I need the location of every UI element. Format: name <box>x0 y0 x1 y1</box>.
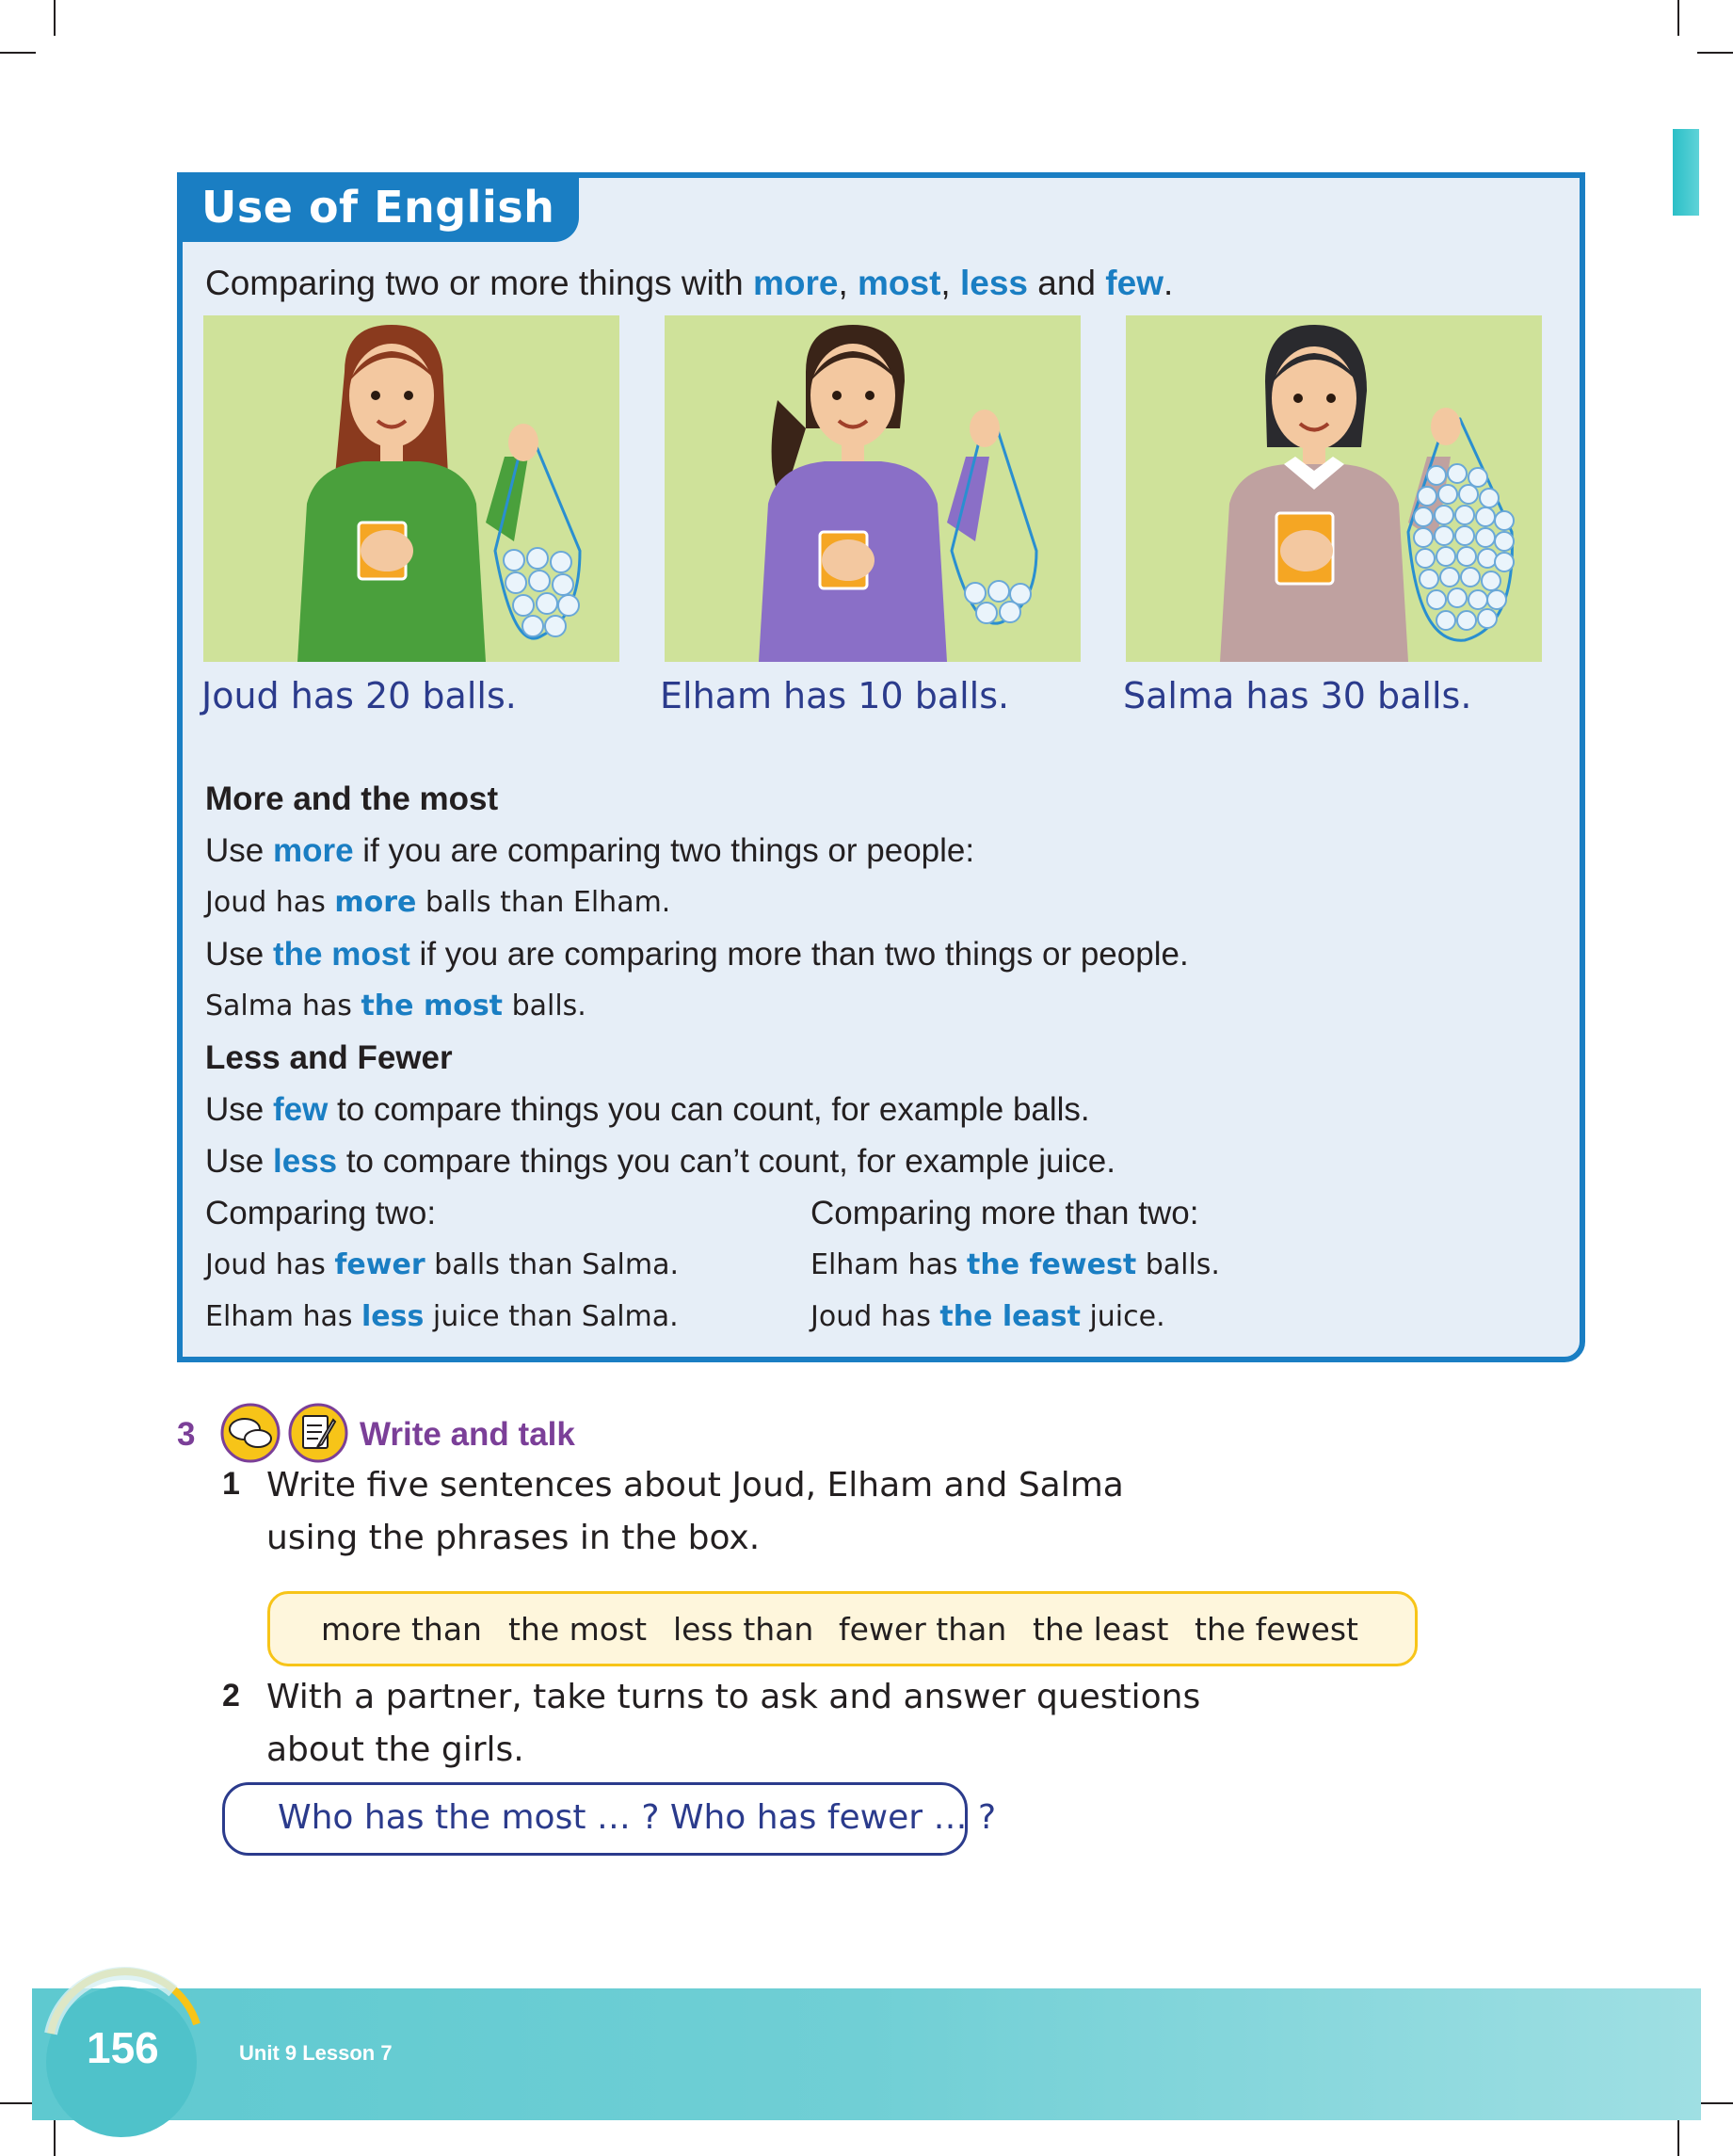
rule-more: Use more if you are comparing two things or people: <box>205 832 975 869</box>
crop-mark <box>1697 2102 1733 2104</box>
phrase-item: the least <box>1033 1611 1169 1648</box>
caption-joud: Joud has 20 balls. <box>201 675 517 716</box>
activity-number: 3 <box>177 1416 196 1453</box>
side-tab <box>1673 129 1699 216</box>
speech-bubbles-icon <box>220 1403 281 1463</box>
crop-mark <box>1677 0 1679 36</box>
phrase-item: more than <box>321 1611 482 1648</box>
crop-mark <box>54 0 56 36</box>
question-1-line-2: using the phrases in the box. <box>266 1519 761 1557</box>
example-the-most: Salma has the most balls. <box>205 990 586 1022</box>
intro-sentence: Comparing two or more things with more, most, less and few. <box>205 264 1174 302</box>
rule-few: Use few to compare things you can count, for example balls. <box>205 1091 1090 1128</box>
illustration-joud <box>203 315 619 662</box>
crop-mark <box>0 2102 36 2104</box>
phrase-box <box>267 1591 1418 1666</box>
question-2-line-1: With a partner, take turns to ask and answer questions <box>266 1678 1201 1716</box>
heading-more-most: More and the most <box>205 780 499 817</box>
example-question-bubble <box>222 1782 997 1856</box>
caption-salma: Salma has 30 balls. <box>1123 675 1472 716</box>
question-1-line-1: Write five sentences about Joud, Elham and Salma <box>266 1466 1124 1504</box>
use-of-english-box <box>177 172 1585 1362</box>
illustration-salma <box>1126 315 1542 662</box>
activity-title: Write and talk <box>360 1416 575 1453</box>
rule-the-most: Use the most if you are comparing more than two things or people. <box>205 936 1189 973</box>
heading-comparing-two: Comparing two: <box>205 1195 437 1231</box>
notepad-pencil-icon <box>288 1403 348 1463</box>
heading-less-fewer: Less and Fewer <box>205 1039 453 1076</box>
example-less: Elham has less juice than Salma. <box>205 1300 679 1333</box>
phrase-item: fewer than <box>839 1611 1007 1648</box>
phrase-item: less than <box>673 1611 814 1648</box>
illustration-elham <box>665 315 1081 662</box>
page-number: 156 <box>87 2023 159 2072</box>
crop-mark <box>0 52 36 54</box>
crop-mark <box>1697 52 1733 54</box>
phrase-item: the fewest <box>1195 1611 1358 1648</box>
example-fewer: Joud has fewer balls than Salma. <box>205 1248 680 1281</box>
question-2-number: 2 <box>222 1678 240 1714</box>
example-the-least: Joud has the least juice. <box>810 1300 1165 1333</box>
example-the-fewest: Elham has the fewest balls. <box>810 1248 1220 1281</box>
unit-lesson-label: Unit 9 Lesson 7 <box>239 2041 393 2065</box>
question-1-number: 1 <box>222 1466 240 1502</box>
box-title: Use of English <box>177 172 579 242</box>
rule-less: Use less to compare things you can’t count, for example juice. <box>205 1143 1115 1180</box>
example-more: Joud has more balls than Elham. <box>205 886 671 919</box>
question-2-line-2: about the girls. <box>266 1730 524 1769</box>
example-question-text: Who has the most … ? Who has fewer … ? <box>278 1798 997 1837</box>
crop-mark <box>1677 2120 1679 2156</box>
phrase-item: the most <box>508 1611 648 1648</box>
caption-elham: Elham has 10 balls. <box>660 675 1010 716</box>
heading-comparing-more: Comparing more than two: <box>810 1195 1199 1231</box>
